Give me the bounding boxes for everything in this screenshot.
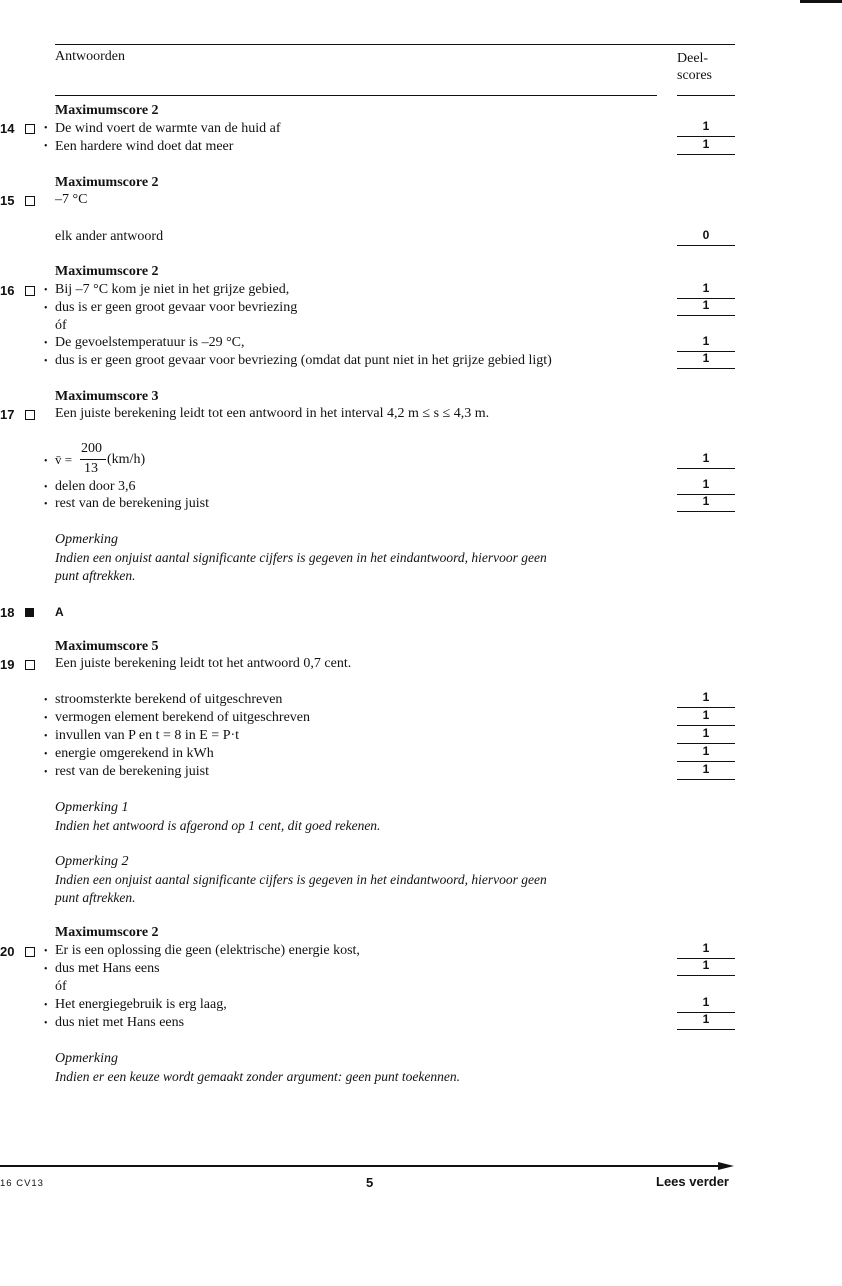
answers-heading: Antwoorden	[55, 49, 125, 64]
max-score-20: Maximumscore 2	[55, 925, 159, 940]
answer-intro: Een juiste berekening leidt tot het antwoord 0,7 cent.	[55, 656, 352, 671]
bullet: •	[44, 499, 48, 510]
answer-line: dus niet met Hans eens	[55, 1015, 185, 1030]
answer-line: Er is een oplossing die geen (elektrische) energie kost,	[55, 943, 360, 958]
velocity-symbol: v̄ =	[55, 452, 73, 467]
open-question-checkbox-icon	[25, 286, 35, 296]
answer-line: De wind voert de warmte van de huid af	[55, 121, 281, 136]
fraction-bar	[80, 459, 106, 460]
answer-line: –7 °C	[55, 192, 88, 207]
question-number-18: 18	[0, 605, 15, 620]
footer-rule	[0, 1165, 722, 1167]
max-score-16: Maximumscore 2	[55, 264, 159, 279]
question-number-20: 20	[0, 944, 15, 959]
remark-text: Indien het antwoord is afgerond op 1 cent, dit goed rekenen.	[55, 818, 381, 833]
answer-line: De gevoelstemperatuur is –29 °C,	[55, 335, 245, 350]
header-bottom-rule	[55, 95, 657, 96]
fraction-denominator: 13	[84, 461, 98, 476]
score-value: 1	[677, 744, 735, 762]
scores-header-rule	[677, 95, 735, 96]
remark-text: punt aftrekken.	[55, 890, 136, 905]
score-value: 1	[677, 958, 735, 976]
bullet: •	[44, 356, 48, 367]
answer-line: invullen van P en t = 8 in E = P·t	[55, 728, 240, 743]
bullet: •	[44, 731, 48, 742]
bullet: •	[44, 695, 48, 706]
open-question-checkbox-icon	[25, 410, 35, 420]
score-value: 1	[677, 494, 735, 512]
unit-label: (km/h)	[107, 452, 146, 467]
page-number: 5	[366, 1175, 374, 1190]
bullet: •	[44, 749, 48, 760]
score-value: 1	[677, 941, 735, 959]
answer-letter: A	[55, 605, 64, 619]
answer-line: dus met Hans eens	[55, 961, 160, 976]
scores-heading-line2: scores	[677, 68, 712, 83]
score-value: 1	[677, 708, 735, 726]
question-number-19: 19	[0, 657, 15, 672]
max-score-17: Maximumscore 3	[55, 389, 159, 404]
max-score-14: Maximumscore 2	[55, 103, 159, 118]
answer-line: energie omgerekend in kWh	[55, 746, 214, 761]
remark-title: Opmerking	[55, 532, 118, 547]
next-page-label: Lees verder	[656, 1174, 729, 1189]
answer-line: elk ander antwoord	[55, 229, 164, 244]
or-separator: óf	[55, 979, 67, 994]
arrow-right-icon	[718, 1162, 734, 1170]
remark-text: punt aftrekken.	[55, 568, 136, 583]
bullet: •	[44, 456, 48, 467]
remark-title: Opmerking	[55, 1051, 118, 1066]
answer-line: dus is er geen groot gevaar voor bevriezing (omdat dat punt niet in het grijze gebied ligt)	[55, 353, 552, 368]
answer-line: delen door 3,6	[55, 479, 136, 494]
remark-text: Indien een onjuist aantal significante cijfers is gegeven in het eindantwoord, hiervoor geen	[55, 550, 547, 565]
score-value: 1	[677, 451, 735, 469]
open-question-checkbox-icon	[25, 196, 35, 206]
open-question-checkbox-icon	[25, 947, 35, 957]
bullet: •	[44, 964, 48, 975]
max-score-15: Maximumscore 2	[55, 175, 159, 190]
bullet: •	[44, 946, 48, 957]
closed-question-filled-box-icon	[25, 608, 34, 617]
question-number-16: 16	[0, 283, 15, 298]
remark-title: Opmerking 2	[55, 854, 129, 869]
bullet: •	[44, 141, 48, 152]
remark-text: Indien een onjuist aantal significante cijfers is gegeven in het eindantwoord, hiervoor geen	[55, 872, 547, 887]
score-value: 1	[677, 137, 735, 155]
question-number-17: 17	[0, 407, 15, 422]
score-value: 1	[677, 995, 735, 1013]
bullet: •	[44, 1018, 48, 1029]
bullet: •	[44, 1000, 48, 1011]
answer-intro: Een juiste berekening leidt tot een antwoord in het interval 4,2 m ≤ s ≤ 4,3 m.	[55, 406, 490, 421]
bullet: •	[44, 482, 48, 493]
score-value: 1	[677, 119, 735, 137]
page-corner-mark	[800, 0, 842, 3]
answer-line: Het energiegebruik is erg laag,	[55, 997, 227, 1012]
max-score-19: Maximumscore 5	[55, 639, 159, 654]
score-value: 0	[677, 228, 735, 246]
header-top-rule	[55, 44, 735, 45]
scores-heading-line1: Deel-	[677, 51, 709, 66]
score-value: 1	[677, 298, 735, 316]
score-value: 1	[677, 690, 735, 708]
bullet: •	[44, 285, 48, 296]
score-value: 1	[677, 351, 735, 369]
exam-code: 16 CV13	[0, 1178, 44, 1189]
score-value: 1	[677, 334, 735, 352]
bullet: •	[44, 123, 48, 134]
bullet: •	[44, 303, 48, 314]
score-value: 1	[677, 1012, 735, 1030]
remark-text: Indien er een keuze wordt gemaakt zonder argument: geen punt toekennen.	[55, 1069, 461, 1084]
answer-line: vermogen element berekend of uitgeschreven	[55, 710, 311, 725]
question-number-14: 14	[0, 121, 15, 136]
answer-line: stroomsterkte berekend of uitgeschreven	[55, 692, 283, 707]
open-question-checkbox-icon	[25, 124, 35, 134]
answer-line: Bij –7 °C kom je niet in het grijze gebied,	[55, 282, 290, 297]
bullet: •	[44, 338, 48, 349]
or-separator: óf	[55, 318, 67, 333]
answer-line: rest van de berekening juist	[55, 764, 209, 779]
score-value: 1	[677, 726, 735, 744]
answer-line: rest van de berekening juist	[55, 496, 209, 511]
remark-title: Opmerking 1	[55, 800, 129, 815]
bullet: •	[44, 713, 48, 724]
score-value: 1	[677, 762, 735, 780]
score-value: 1	[677, 281, 735, 299]
open-question-checkbox-icon	[25, 660, 35, 670]
answer-line: dus is er geen groot gevaar voor bevriezing	[55, 300, 298, 315]
score-value: 1	[677, 477, 735, 495]
fraction-numerator: 200	[81, 441, 102, 456]
question-number-15: 15	[0, 193, 15, 208]
bullet: •	[44, 767, 48, 778]
answer-line: Een hardere wind doet dat meer	[55, 139, 234, 154]
